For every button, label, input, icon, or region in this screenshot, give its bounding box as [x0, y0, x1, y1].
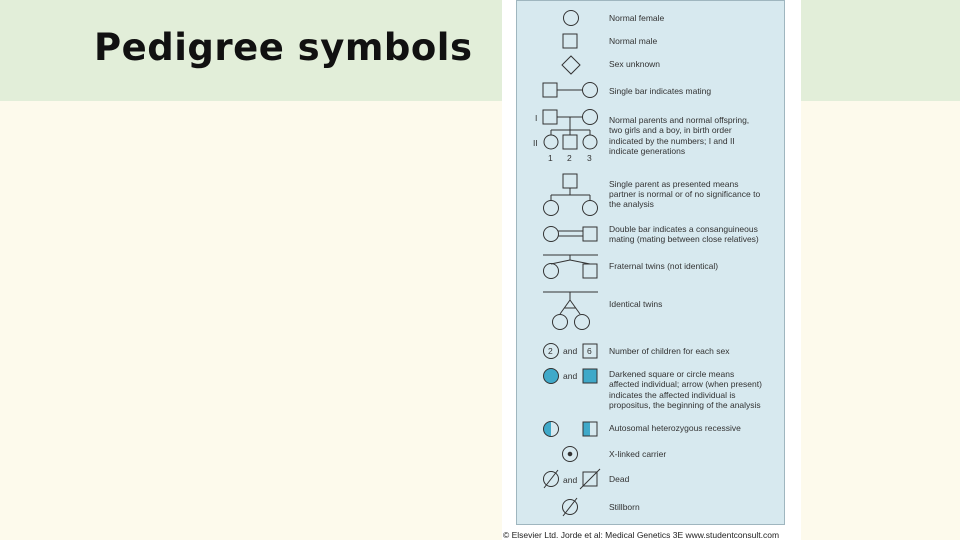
- birth-order-1: 1: [548, 153, 553, 163]
- label-normal-female: Normal female: [609, 13, 665, 23]
- label-number-children: Number of children for each sex: [609, 346, 730, 356]
- label-single-parent-line-2: partner is normal or of no significance to: [609, 189, 761, 199]
- label-normal-parents-line-1: Normal parents and normal offspring,: [609, 115, 750, 125]
- birth-order-3: 3: [587, 153, 592, 163]
- label-normal-parents-line-2: two girls and a boy, in birth order: [609, 125, 732, 135]
- single-parent-symbol: [544, 174, 598, 216]
- label-normal-parents-line-3: indicated by the numbers; I and II: [609, 136, 735, 146]
- label-x-linked: X-linked carrier: [609, 449, 667, 459]
- normal-female-symbol: [564, 11, 579, 26]
- affected-male-symbol: [583, 369, 597, 383]
- normal-parents-offspring-symbol: [543, 110, 598, 150]
- affected-female-symbol: [544, 369, 559, 384]
- label-stillborn: Stillborn: [609, 502, 640, 512]
- fraternal-twins-symbol: [543, 255, 598, 279]
- label-dead: Dead: [609, 474, 630, 484]
- stillborn-symbol: [563, 498, 578, 516]
- heterozygous-male-symbol: [583, 422, 597, 436]
- sex-unknown-symbol: [562, 56, 580, 74]
- label-normal-parents-line-4: indicate generations: [609, 146, 686, 156]
- heterozygous-female-symbol: [544, 422, 559, 437]
- and-word-number: and: [563, 346, 578, 356]
- birth-order-2: 2: [567, 153, 572, 163]
- dead-female-symbol: [544, 470, 559, 488]
- generation-II-label: II: [533, 138, 538, 148]
- label-double-bar-line-1: Double bar indicates a consanguineous: [609, 224, 758, 234]
- label-affected-line-4: propositus, the beginning of the analysis: [609, 400, 761, 410]
- label-single-parent-line-1: Single parent as presented means: [609, 179, 739, 189]
- number-male-value: 6: [587, 346, 592, 356]
- label-fraternal-twins: Fraternal twins (not identical): [609, 261, 719, 271]
- and-word-dead: and: [563, 475, 578, 485]
- label-affected-line-3: indicates the affected individual is: [609, 390, 736, 400]
- label-sex-unknown: Sex unknown: [609, 59, 661, 69]
- normal-male-symbol: [563, 34, 577, 48]
- label-heterozygous: Autosomal heterozygous recessive: [609, 423, 741, 433]
- slide-title: Pedigree symbols: [94, 26, 473, 69]
- label-affected-line-2: affected individual; arrow (when present): [609, 379, 762, 389]
- identical-twins-symbol: [543, 292, 598, 330]
- label-affected-line-1: Darkened square or circle means: [609, 369, 735, 379]
- mating-symbol: [543, 83, 598, 98]
- label-normal-male: Normal male: [609, 36, 658, 46]
- label-single-bar: Single bar indicates mating: [609, 86, 712, 96]
- label-single-parent-line-3: the analysis: [609, 199, 654, 209]
- number-female-value: 2: [548, 346, 553, 356]
- dead-male-symbol: [580, 469, 600, 489]
- consanguineous-mating-symbol: [544, 227, 598, 242]
- and-word-affected: and: [563, 371, 578, 381]
- generation-I-label: I: [535, 113, 538, 123]
- copyright-credit: © Elsevier Ltd. Jorde et al: Medical Genetics 3E www.studentconsult.com: [503, 530, 780, 540]
- x-linked-carrier-symbol: [563, 447, 578, 462]
- label-double-bar-line-2: mating (mating between close relatives): [609, 234, 759, 244]
- label-identical-twins: Identical twins: [609, 299, 663, 309]
